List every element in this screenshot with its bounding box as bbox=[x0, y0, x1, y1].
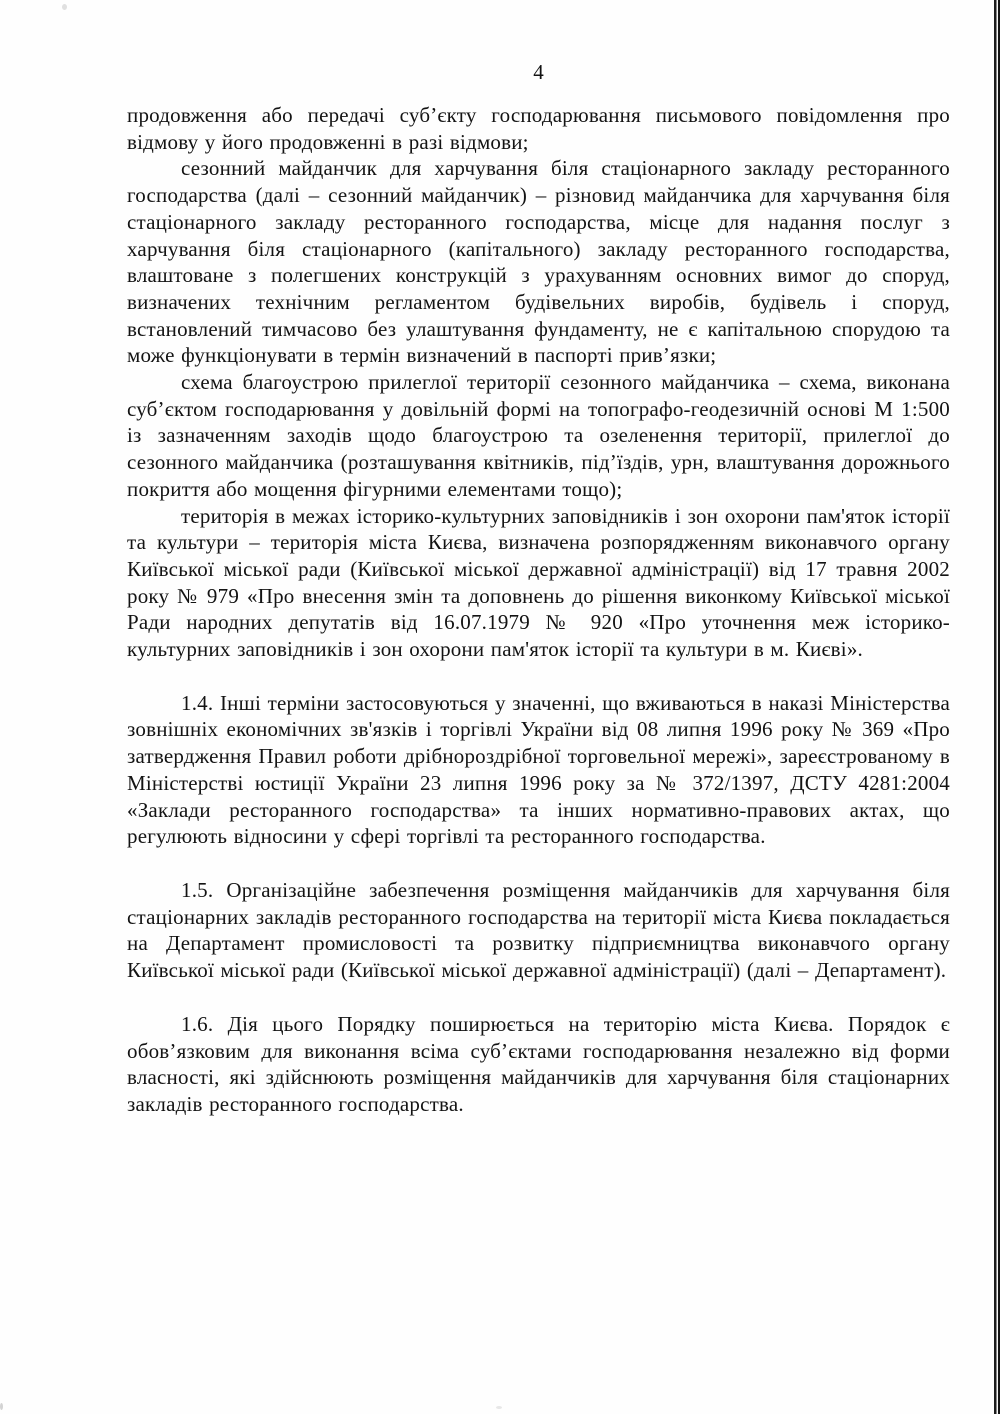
scan-speck bbox=[62, 4, 67, 10]
paragraph-continuation: продовження або передачі суб’єкту господарювання письмового повідомлення про відмову у його продовженні в разі відмови; bbox=[127, 103, 950, 154]
paragraph-definition-protected-territory: територія в межах історико-культурних заповідників і зон охорони пам'яток історії та культури – територія міста Києва, визначена розпорядженням виконавчого органу Київської міської ради (Київської міської державної адміністрації) від 17 травня 2002 року № 979 «Про внесення змін та доповнень до рішення виконкому Київської міської Ради народних депутатів від 16.07.1979 № 920 «Про уточнення меж історико-культурних заповідників і зон охорони пам'яток історії та культури в м. Києві». bbox=[127, 503, 950, 662]
scan-speck bbox=[0, 1403, 3, 1410]
page-number: 4 bbox=[533, 60, 544, 84]
paragraph-clause-1-4: 1.4. Інші терміни застосовуються у значенні, що вживаються в наказі Міністерства зовнішніх економічних зв'язків і торгівлі України від 08 липня 1996 року № 369 «Про затвердження Правил роботи дрібнороздрібної торговельної мережі», зареєстрованому в Міністерстві юстиції України 23 липня 1996 року за № 372/1397, ДСТУ 4281:2004 «Заклади ресторанного господарства» та інших нормативно-правових актах, що регулюють відносини у сфері торгівлі та ресторанного господарства. bbox=[127, 690, 950, 849]
paragraph-definition-seasonal-site: сезонний майданчик для харчування біля стаціонарного закладу ресторанного господарства (далі – сезонний майданчик) – різновид майданчика для харчування біля стаціонарного закладу ресторанного господарства, місце для надання послуг з харчування біля стаціонарного (капітального) закладу ресторанного господарства, влаштоване з полегшених конструкцій з урахуванням основних вимог до споруд, визначених технічним регламентом будівельних виробів, будівель і споруд, встановлений тимчасово без улаштування фундаменту, не є капітальною спорудою та може функціонувати в термін визначений в паспорті прив’язки; bbox=[127, 156, 950, 368]
paragraph-clause-1-6: 1.6. Дія цього Порядку поширюється на територію міста Києва. Порядок є обов’язковим для виконання всіма суб’єктами господарювання незалежно від форми власності, які здійснюють розміщення майданчиків для харчування біля стаціонарних закладів ресторанного господарства. bbox=[127, 1011, 950, 1116]
scan-edge-line bbox=[994, 0, 1000, 1414]
scan-speck bbox=[496, 1406, 502, 1409]
document-body bbox=[127, 102, 950, 1118]
paragraph-definition-improvement-scheme: схема благоустрою прилеглої території сезонного майданчика – схема, виконана суб’єктом господарювання у довільній формі на топографо-геодезичній основі М 1:500 із зазначенням заходів щодо благоустрою та озеленення території, прилеглої до сезонного майданчика (розташування квітників, під’їздів, урн, влаштування дорожнього покриття або мощення фігурними елементами тощо); bbox=[127, 370, 950, 501]
paragraph-clause-1-5: 1.5. Організаційне забезпечення розміщення майданчиків для харчування біля стаціонарних закладів ресторанного господарства на території міста Києва покладається на Департамент промисловості та розвитку підприємництва виконавчого органу Київської міської ради (Київської міської державної адміністрації) (далі – Департамент). bbox=[127, 877, 950, 983]
